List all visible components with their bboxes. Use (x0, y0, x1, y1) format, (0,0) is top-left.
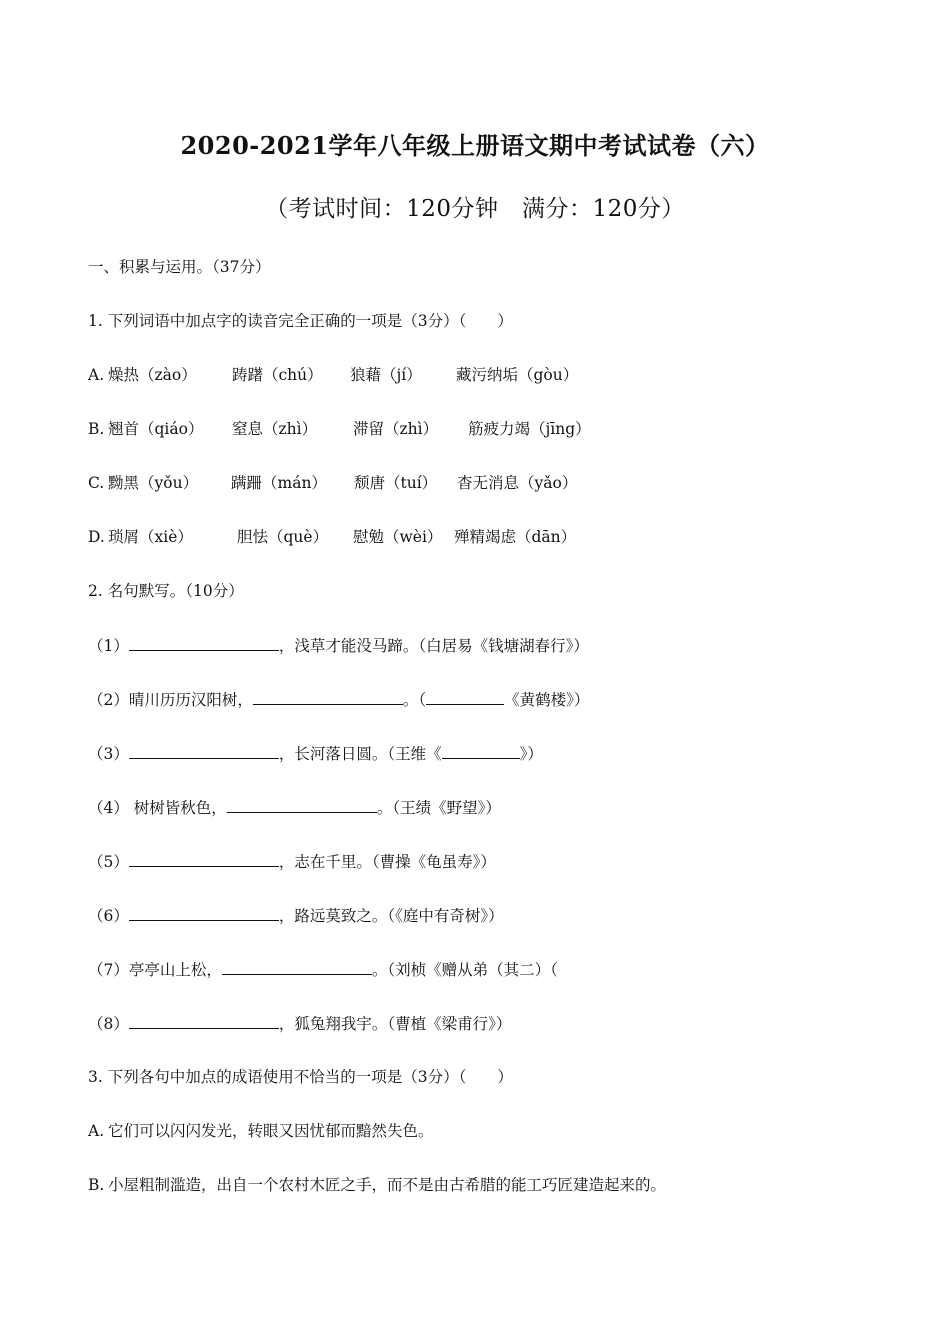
page-title: 2020-2021学年八年级上册语文期中考试试卷（六） (180, 131, 770, 160)
exam-subtitle: （考试时间：120分钟 满分：120分） (265, 196, 685, 222)
answer-blank[interactable] (426, 689, 504, 705)
question-2-stem: 2. 名句默写。（10分） (88, 582, 244, 600)
answer-blank[interactable] (129, 743, 279, 759)
question-3-stem: 3. 下列各句中加点的成语使用不恰当的一项是（3分）（ ） (88, 1068, 513, 1086)
q2-item-8: （8） ，狐兔翔我宇。（曹植《梁甫行》） (88, 1015, 512, 1033)
q2-item-5: （5） ，志在千里。（曹操《龟虽寿》） (88, 853, 496, 871)
answer-blank[interactable] (129, 851, 279, 867)
answer-blank[interactable] (129, 905, 279, 921)
q1-option-a: A. 燥热（zào） 踌躇（chú） 狼藉（jí） 藏污纳垢（gòu） (88, 366, 579, 384)
q3-option-b: B. 小屋粗制滥造，出自一个农村木匠之手，而不是由古希腊的能工巧匠建造起来的。 (88, 1176, 667, 1194)
answer-blank[interactable] (227, 797, 377, 813)
q1-option-b: B. 翘首（qiáo） 窒息（zhì） 滞留（zhì） 筋疲力竭（jīng） (88, 420, 591, 438)
q2-item-6: （6） ，路远莫致之。（《庭中有奇树》） (88, 907, 504, 925)
q1-option-d: D. 琐屑（xiè） 胆怯（què） 慰勉（wèi） 殚精竭虑（dān） (88, 528, 577, 546)
answer-blank[interactable] (442, 743, 520, 759)
answer-blank[interactable] (129, 1013, 279, 1029)
q2-item-7: （7）亭亭山上松， 。（刘桢《赠从弟（其二）（ (88, 961, 558, 979)
section-heading: 一、积累与运用。（37分） (88, 258, 271, 276)
q2-item-2: （2）晴川历历汉阳树， 。（ 《黄鹤楼》） (88, 691, 590, 709)
q1-option-c: C. 黝黑（yǒu） 蹒跚（mán） 颓唐（tuí） 杳无消息（yǎo） (88, 474, 578, 492)
answer-blank[interactable] (222, 959, 372, 975)
q2-item-3: （3） ，长河落日圆。（王维《 》） (88, 745, 543, 763)
q2-item-1: （1） ，浅草才能没马蹄。（白居易《钱塘湖春行》） (88, 637, 589, 655)
answer-blank[interactable] (129, 635, 279, 651)
question-1-stem: 1. 下列词语中加点字的读音完全正确的一项是（3分）（ ） (88, 312, 513, 330)
answer-blank[interactable] (253, 689, 403, 705)
q3-option-a: A. 它们可以闪闪发光，转眼又因忧郁而黯然失色。 (88, 1122, 434, 1140)
q2-item-4: （4） 树树皆秋色， 。（王绩《野望》） (88, 799, 501, 817)
